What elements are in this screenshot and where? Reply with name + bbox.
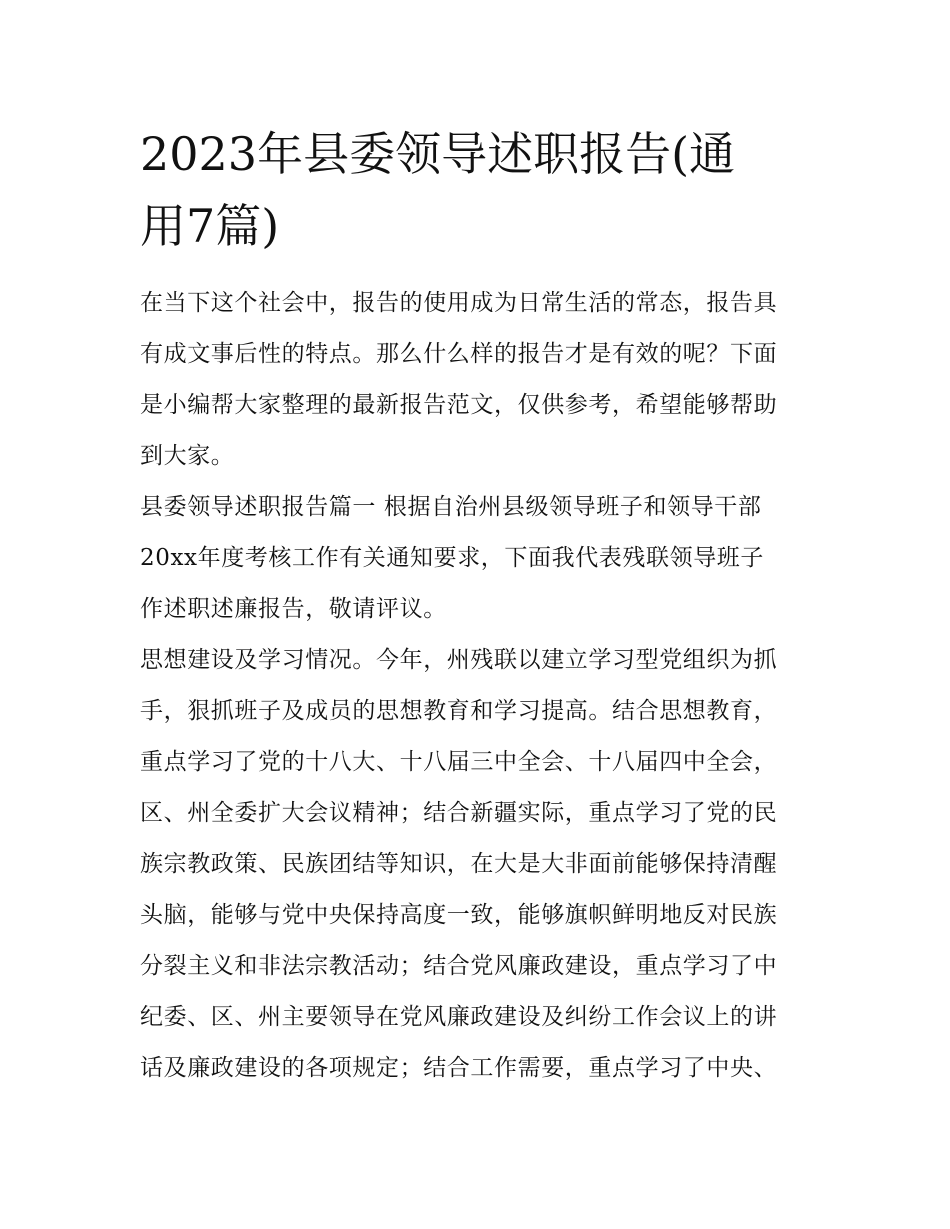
text-line: 话及廉政建设的各项规定；结合工作需要，重点学习了中央、	[140, 1055, 778, 1081]
text-line: 区、州全委扩大会议精神；结合新疆实际，重点学习了党的民	[140, 800, 778, 826]
text-line: 重点学习了党的十八大、十八届三中全会、十八届四中全会，	[140, 749, 778, 775]
text-line: 头脑，能够与党中央保持高度一致，能够旗帜鲜明地反对民族	[140, 902, 778, 928]
text-line: 20xx年度考核工作有关通知要求，下面我代表残联领导班子	[140, 545, 765, 571]
document-body	[140, 278, 830, 1094]
text-line: 思想建设及学习情况。今年，州残联以建立学习型党组织为抓	[140, 647, 778, 673]
title-line: 用7篇)	[140, 199, 280, 253]
text-line: 是小编帮大家整理的最新报告范文，仅供参考，希望能够帮助	[140, 392, 778, 418]
document-title	[140, 118, 820, 262]
text-line: 在当下这个社会中，报告的使用成为日常生活的常态，报告具	[140, 290, 778, 316]
text-line: 纪委、区、州主要领导在党风廉政建设及纠纷工作会议上的讲	[140, 1004, 778, 1030]
text-line: 手，狠抓班子及成员的思想教育和学习提高。结合思想教育，	[140, 698, 778, 724]
text-line: 有成文事后性的特点。那么什么样的报告才是有效的呢？下面	[140, 341, 778, 367]
title-line: 2023年县委领导述职报告(通	[140, 127, 736, 181]
text-line: 族宗教政策、民族团结等知识，在大是大非面前能够保持清醒	[140, 851, 778, 877]
text-line: 分裂主义和非法宗教活动；结合党风廉政建设，重点学习了中	[140, 953, 778, 979]
text-line: 到大家。	[140, 443, 235, 469]
text-line: 县委领导述职报告篇一 根据自治州县级领导班子和领导干部	[140, 494, 762, 520]
text-line: 作述职述廉报告，敬请评议。	[140, 596, 447, 622]
